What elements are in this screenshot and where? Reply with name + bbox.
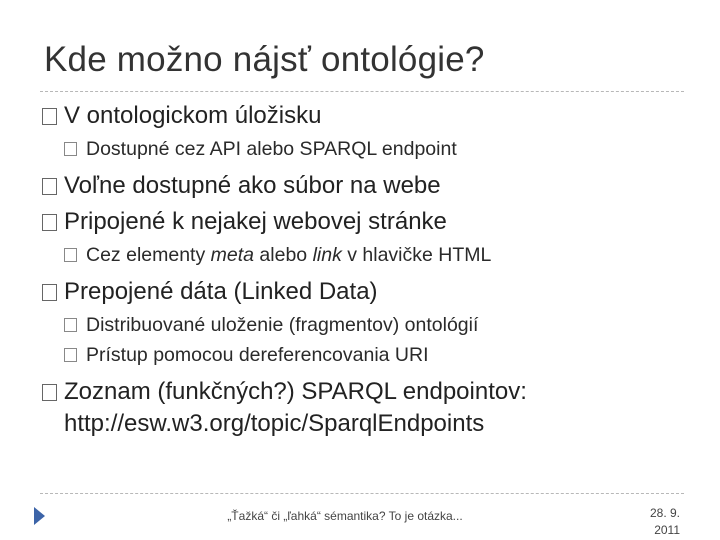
triangle-arrow-icon bbox=[34, 507, 45, 525]
sub-bullet-text-pre: Cez elementy bbox=[86, 244, 211, 266]
sub-bullet-item bbox=[40, 134, 700, 164]
bullet-text: Zoznam (funkčných?) SPARQL endpointov: bbox=[64, 378, 527, 405]
sub-bullet-text-mid: alebo bbox=[254, 244, 313, 266]
sub-bullet-em-meta: meta bbox=[210, 244, 254, 266]
footer-caption: „Ťažká“ či „ľahká“ sémantika? To je otázka... bbox=[227, 509, 463, 523]
bullet-box-icon bbox=[42, 178, 57, 195]
bullet-box-icon bbox=[64, 142, 77, 156]
bullet-box-icon bbox=[42, 284, 57, 301]
bullet-box-icon bbox=[64, 318, 77, 332]
bullet-item bbox=[40, 204, 700, 240]
bullet-text: Prepojené dáta (Linked Data) bbox=[64, 278, 378, 305]
bullet-item bbox=[40, 374, 700, 410]
footer-date bbox=[620, 505, 680, 539]
sub-bullet-em-link: link bbox=[312, 244, 342, 266]
sparql-endpoints-link[interactable]: http://esw.w3.org/topic/SparqlEndpoints bbox=[64, 410, 485, 437]
footer-divider bbox=[40, 493, 684, 494]
sub-bullet-text: Distribuované uloženie (fragmentov) ontológií bbox=[86, 314, 479, 336]
sub-bullet-text: Dostupné cez API alebo SPARQL endpoint bbox=[86, 138, 457, 160]
footer-date-day: 28. 9. bbox=[649, 506, 680, 520]
sub-bullet-item bbox=[40, 340, 700, 370]
sub-bullet-item bbox=[40, 310, 700, 340]
bullet-text: V ontologickom úložisku bbox=[64, 102, 322, 129]
sub-bullet-item bbox=[40, 240, 700, 270]
bullet-item bbox=[40, 98, 700, 134]
bullet-box-icon bbox=[42, 384, 57, 401]
bullet-list bbox=[40, 98, 700, 442]
footer-date-year: 2011 bbox=[654, 523, 680, 537]
sub-bullet-text: Prístup pomocou dereferencovania URI bbox=[86, 344, 429, 366]
bullet-text: Voľne dostupné ako súbor na webe bbox=[64, 172, 441, 199]
bullet-box-icon bbox=[64, 348, 77, 362]
bullet-box-icon bbox=[64, 248, 77, 262]
bullet-box-icon bbox=[42, 108, 57, 125]
bullet-text: Pripojené k nejakej webovej stránke bbox=[64, 208, 447, 235]
bullet-box-icon bbox=[42, 214, 57, 231]
title-divider bbox=[40, 91, 684, 92]
bullet-item bbox=[40, 168, 700, 204]
sub-bullet-text-post: v hlavičke HTML bbox=[341, 244, 492, 266]
bullet-item bbox=[40, 274, 700, 310]
slide-title: Kde možno nájsť ontológie? bbox=[44, 40, 485, 79]
